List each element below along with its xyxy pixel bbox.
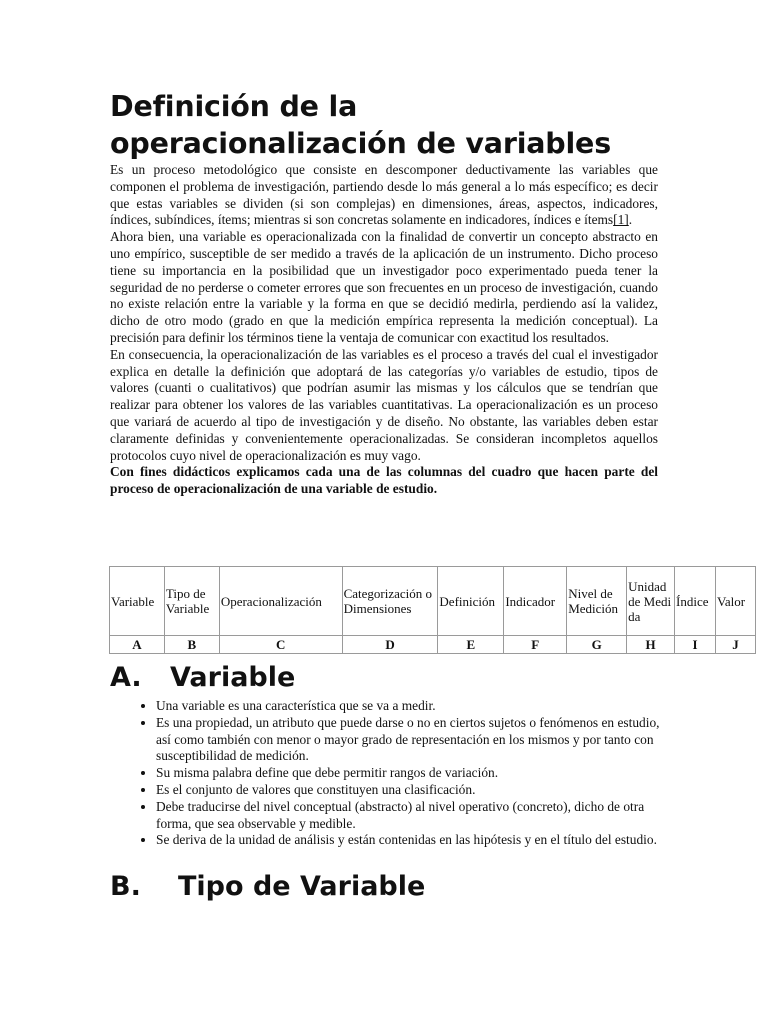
table-header-cell: Variable bbox=[110, 567, 165, 636]
table-letter-cell: J bbox=[715, 636, 755, 654]
list-item: • Es el conjunto de valores que constituyen una clasificación. bbox=[156, 782, 676, 799]
section-a-heading bbox=[110, 661, 295, 695]
table-letter-cell: H bbox=[627, 636, 675, 654]
paragraph-operationalized: Ahora bien, una variable es operacionalizada con la finalidad de convertir un concepto abstracto en uno empírico, susceptible de ser medido a través de la aplicación de un instrumento. Dicho proceso tiene su importancia en la posibilidad que un investigador poco experimentado pueda tener la seguridad de no perderse o cometer errores que son frecuentes en un proceso de investigación, cuando no existe relación entre la variable y la forma en que se decidió medirla, perdiendo así la validez, dicho de otro modo (grado en que la medición empírica representa la medición conceptual). La precisión para definir los términos tiene la ventaja de comunicar con exactitud los resultados. bbox=[110, 229, 658, 345]
table-letter-cell: B bbox=[164, 636, 219, 654]
paragraph-definition-end: . bbox=[628, 212, 633, 228]
footnote-link[interactable]: [1] bbox=[613, 212, 629, 228]
paragraph-definition bbox=[110, 162, 658, 229]
table-header-cell: Índice bbox=[675, 567, 716, 636]
list-item: • Es una propiedad, un atributo que puede darse o no en ciertos sujetos o fenómenos en estudio, así como también con menor o mayor grado de representación en los mismos y por tanto con susceptibilidad de medición. bbox=[156, 715, 676, 765]
table-letter-cell: A bbox=[110, 636, 165, 654]
table-header-cell: Tipo de Variable bbox=[164, 567, 219, 636]
table-header-cell: Nivel de Medición bbox=[567, 567, 627, 636]
variable-bullet-list bbox=[133, 698, 676, 849]
table-header-row bbox=[110, 567, 756, 636]
table-header-cell: Categorización o Dimensiones bbox=[342, 567, 438, 636]
table-letter-cell: I bbox=[675, 636, 716, 654]
section-b-number: B. bbox=[110, 871, 141, 902]
list-item: • Una variable es una característica que se va a medir. bbox=[156, 698, 676, 715]
table-letter-cell: E bbox=[438, 636, 504, 654]
paragraph-consequence: En consecuencia, la operacionalización de las variables es el proceso a través del cual el investigador explica en detalle la definición que adoptará de las categorías y/o variables de estudio, tipos de valores (cuanti o cualitativos) que podrían asumir las mismas y los cálculos que se tendrían que realizar para obtener los valores de las variables cuantitativas. La operacionalización es un proceso que variará de acuerdo al tipo de investigación y de diseño. No obstante, las variables deben estar claramente definidas y convenientemente operacionalizadas. Se consideran incompletos aquellos protocolos cuyo nivel de operacionalización es muy vago. bbox=[110, 346, 658, 463]
table-letter-cell: F bbox=[504, 636, 567, 654]
paragraph-definition-text: Es un proceso metodológico que consiste en descomponer deductivamente las variables que componen el problema de investigación, partiendo desde lo más general a lo más específico; es decir que estas variables se dividen (si son complejas) en dimensiones, áreas, aspectos, indicadores, índices, subíndices, ítems; mientras si son concretas solamente en indicadores, índices e ítems bbox=[110, 162, 658, 228]
section-b-title: Tipo de Variable bbox=[178, 871, 426, 902]
section-a-title: Variable bbox=[170, 662, 296, 693]
table-letter-cell: C bbox=[219, 636, 342, 654]
operationalization-table bbox=[109, 566, 756, 654]
table-header-cell: Indicador bbox=[504, 567, 567, 636]
table-letter-cell: G bbox=[567, 636, 627, 654]
list-item: • Su misma palabra define que debe permitir rangos de variación. bbox=[156, 765, 676, 782]
table-letter-row bbox=[110, 636, 756, 654]
document-body bbox=[110, 88, 658, 498]
table-header-cell: Definición bbox=[438, 567, 504, 636]
table-header-cell: Valor bbox=[715, 567, 755, 636]
table-letter-cell: D bbox=[342, 636, 438, 654]
list-item: • Debe traducirse del nivel conceptual (abstracto) al nivel operativo (concreto), dicho de otra forma, que sea observable y medible. bbox=[156, 799, 676, 833]
section-a-number: A. bbox=[110, 662, 142, 693]
list-item: • Se deriva de la unidad de análisis y están contenidas en las hipótesis y en el título del estudio. bbox=[156, 832, 676, 849]
page-title: Definición de la operacionalización de variables bbox=[110, 90, 611, 160]
paragraph-didactic: Con fines didácticos explicamos cada una de las columnas del cuadro que hacen parte del proceso de operacionalización de una variable de estudio. bbox=[110, 464, 658, 497]
table-header-cell: Unidad de Medida bbox=[627, 567, 675, 636]
section-b-heading bbox=[110, 870, 425, 904]
table-header-cell: Operacionalización bbox=[219, 567, 342, 636]
